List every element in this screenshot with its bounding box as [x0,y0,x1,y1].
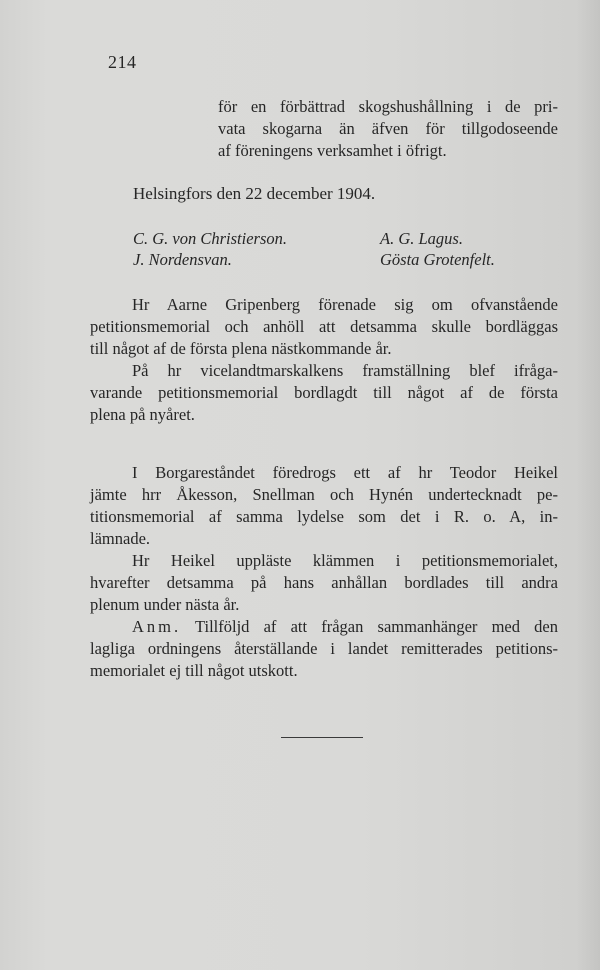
p1-line-1: Hr Aarne Gripenberg förenade sig om ofvanstående [132,295,558,314]
dateline: Helsingfors den 22 december 1904. [133,184,376,203]
paragraph-heikel [90,550,558,616]
anm-label: Anm. [132,617,182,636]
p5-line-2: lagliga ordningens återställande i landet remitterades petitions- [90,639,558,658]
p3-line-2: jämte hrr Åkesson, Snellman och Hynén undertecknadt pe- [90,485,558,504]
p2-line-2: varande petitionsmemorial bordlagdt till något af de första [90,383,558,402]
signature-nordensvan: J. Nordensvan. [133,250,232,269]
p1-line-2: petitionsmemorial och anhöll att detsamma skulle bordläggas [90,317,558,336]
signature-lagus: A. G. Lagus. [380,229,463,248]
p4-line-2: hvarefter detsamma på hans anhållan bordlades till andra [90,573,558,592]
paragraph-gripenberg [90,294,558,360]
p1-line-3: till något af de första plena nästkommande år. [90,339,392,358]
intro-line-2: vata skogarna än äfven för tillgodoseende [218,119,558,138]
intro-line-3: af föreningens verksamhet i öfrigt. [218,141,447,160]
p5-line-1-text: Tillföljd af att frågan sammanhänger med den [195,617,558,636]
intro-line-1: för en förbättrad skogshushållning i de pri- [218,97,558,116]
paragraph-vicelandtmarskalk [90,360,558,426]
page-number: 214 [108,52,137,72]
p3-line-1: I Borgareståndet föredrogs ett af hr Teodor Heikel [132,463,558,482]
section-end-rule [281,737,363,738]
paragraph-borgarestandet [90,462,558,550]
p3-line-4: lämnade. [90,529,151,548]
p4-line-1: Hr Heikel uppläste klämmen i petitionsmemorialet, [132,551,558,570]
p2-line-1: På hr vicelandtmarskalkens framställning blef ifråga- [132,361,558,380]
paragraph-anmarkning [90,616,558,682]
p4-line-3: plenum under nästa år. [90,595,240,614]
p5-line-3: memorialet ej till något utskott. [90,661,298,680]
p5-line-1 [90,616,558,638]
p2-line-3: plena på nyåret. [90,405,195,424]
intro-paragraph [218,96,558,162]
signature-christierson: C. G. von Christierson. [133,229,288,248]
signature-grotenfelt: Gösta Grotenfelt. [380,250,495,269]
p3-line-3: titionsmemorial af samma lydelse som det i R. o. A, in- [90,507,558,526]
